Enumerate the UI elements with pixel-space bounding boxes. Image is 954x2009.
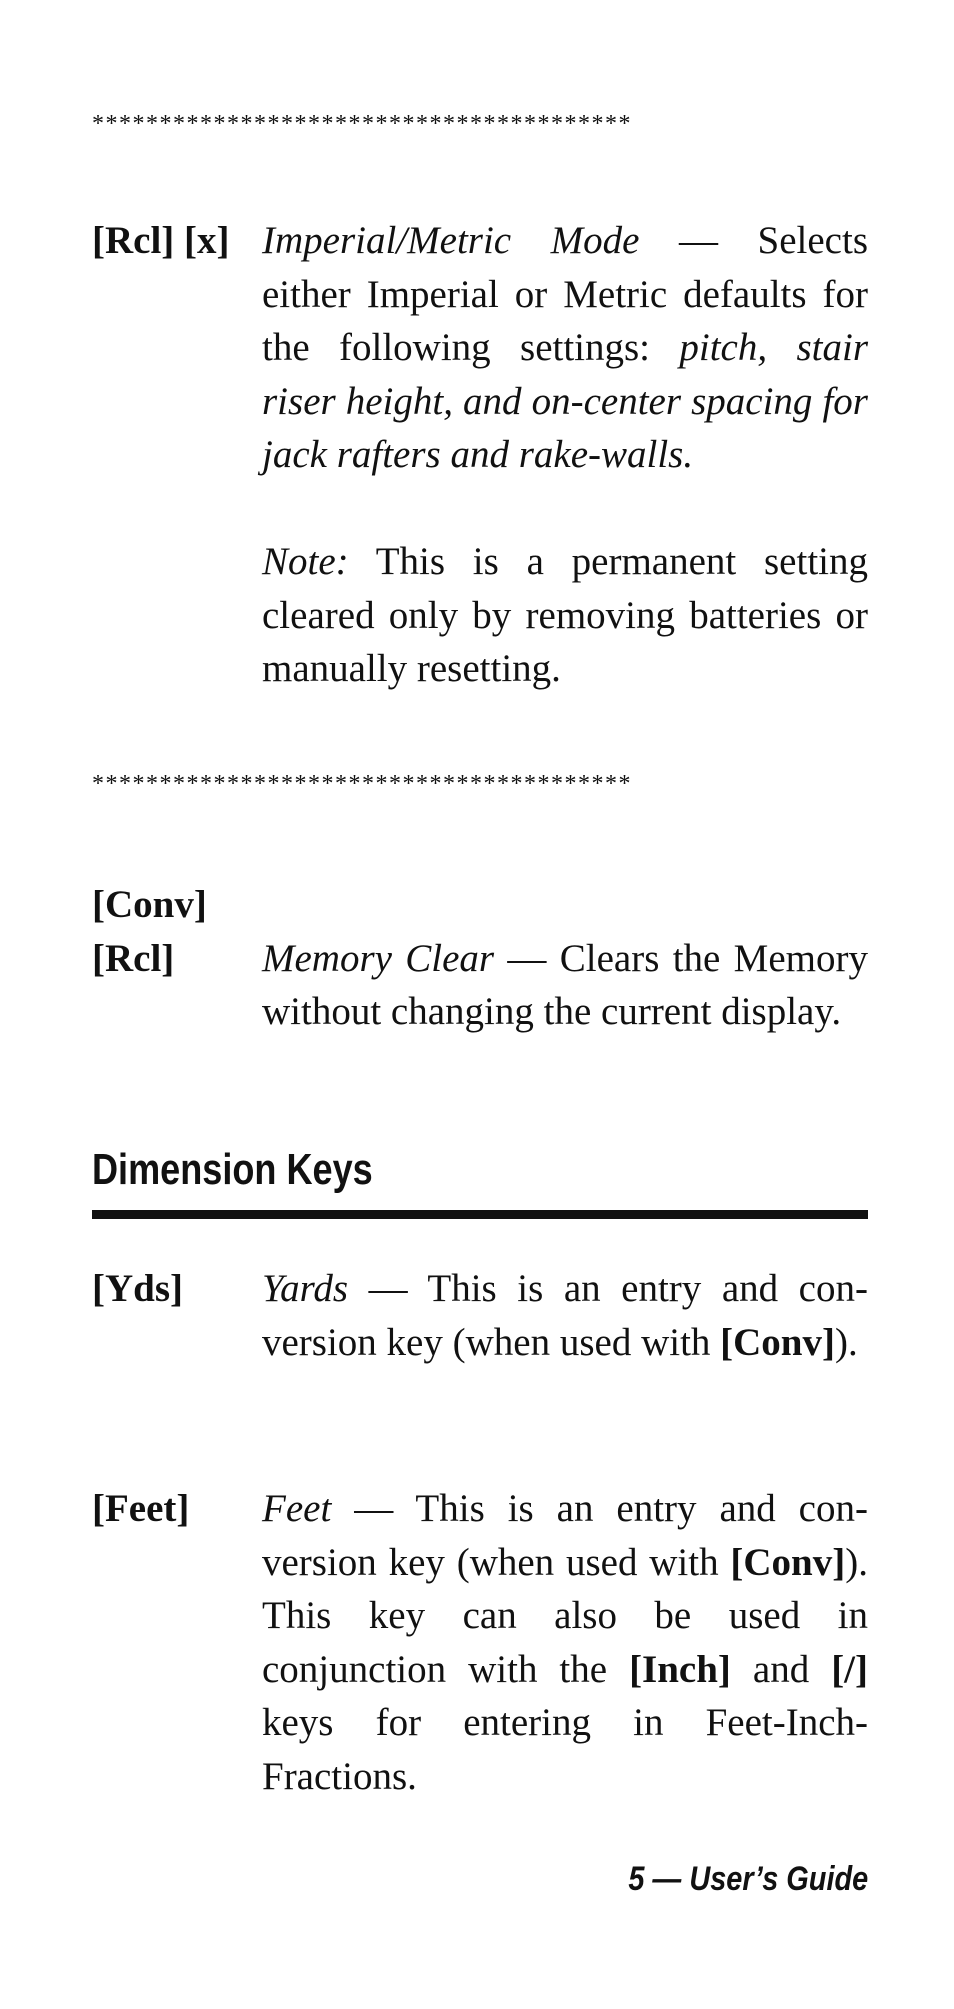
entry-text: — This is an entry and conversion key (when used with — [262, 1487, 868, 1584]
entry-italic-text: pitch, stair riser height, and on-center spacing for jack rafters and rake-walls. — [262, 326, 869, 476]
key-reference-fraction: [/] — [831, 1647, 868, 1691]
entry-title: Imperial/Metric Mode — [262, 219, 640, 262]
entry-text: — Selects either Imperial or Metric defaults for the following settings: — [262, 219, 869, 369]
note-text: This is a permanent setting cleared only by removing batteries or manually resetting. — [262, 540, 868, 690]
entry-text: — This is an entry and conversion key (when used with — [262, 1267, 868, 1364]
entry-title: Memory Clear — [262, 936, 495, 980]
key-reference-inch: [Inch] — [629, 1647, 731, 1691]
key-label-rcl: [Rcl] — [92, 936, 175, 980]
entry-text-end: ). — [835, 1320, 858, 1364]
entry-description — [262, 932, 868, 1039]
page-footer: 5 — User’s Guide — [628, 1860, 868, 1898]
key-label-conv: [Conv] — [92, 883, 207, 926]
entry-text: ). This key can also be used in conjunction with the — [262, 1540, 868, 1691]
separator-middle: **************************************** — [92, 772, 632, 796]
entry-title: Yards — [262, 1267, 349, 1310]
entry-description — [262, 1262, 868, 1369]
key-reference-conv: [Conv] — [730, 1540, 846, 1584]
section-rule — [92, 1210, 868, 1219]
entry-description — [262, 214, 868, 696]
key-label: [Feet] — [92, 1487, 190, 1530]
entry-description — [262, 1482, 868, 1803]
key-label: [Rcl] [x] — [92, 219, 230, 262]
entry-text: — Clears the Memory without changing the current display. — [262, 936, 868, 1033]
section-title: Dimension Keys — [92, 1145, 373, 1194]
key-reference: [Conv] — [720, 1320, 835, 1364]
entry-text: and — [730, 1647, 832, 1691]
key-label: [Yds] — [92, 1267, 184, 1310]
entry-text: keys for entering in Feet-Inch-Fractions. — [262, 1701, 868, 1798]
manual-page — [92, 0, 868, 2009]
separator-top: **************************************** — [92, 112, 632, 136]
entry-title: Feet — [262, 1487, 332, 1530]
note-label: Note: — [262, 540, 349, 583]
